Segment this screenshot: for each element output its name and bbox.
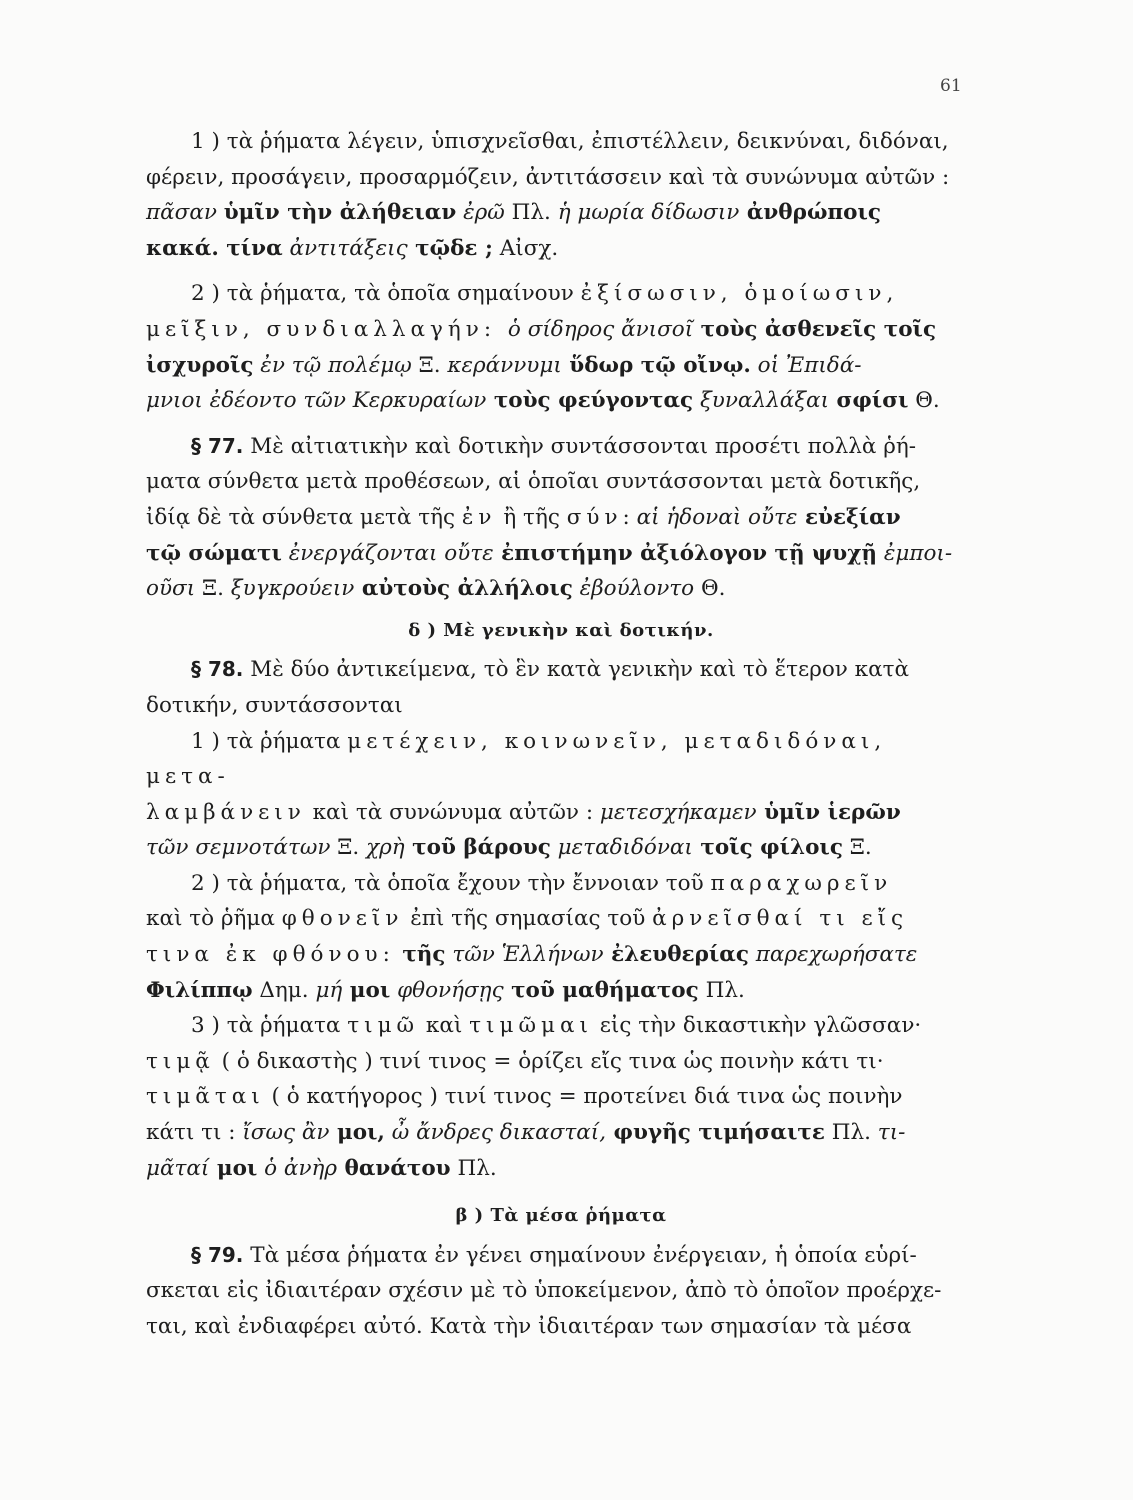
text: τιμᾶται	[146, 1084, 265, 1110]
text: ξυναλλάξαι	[693, 388, 830, 414]
text: Θ.	[908, 388, 940, 414]
text: ἐπὶ τῆς σημασίας τοῦ	[403, 906, 653, 932]
text: ἐν τῷ πολέμῳ	[253, 352, 412, 378]
text: οἱ Ἐπιδά-	[750, 352, 862, 378]
text: ἐβούλοντο	[572, 576, 695, 602]
paragraph-line	[146, 1273, 976, 1309]
text: ξυγκρούειν	[230, 576, 355, 602]
section-number: § 78.	[191, 657, 244, 682]
paragraph-line	[146, 724, 976, 795]
text: αὐτοὺς ἀλλήλοις	[354, 576, 573, 602]
text: Ξ.	[842, 835, 872, 861]
text: 2 ) τὰ ῥήματα, τὰ ὁποῖα ἔχουν τὴν ἔννοιαν τοῦ	[191, 870, 711, 896]
text: τοῦ μαθήματος	[503, 977, 699, 1003]
text: ἀρνεῖσθαί τι εἴς	[652, 906, 909, 932]
page-number: 61	[940, 76, 962, 96]
text: μεῖξιν, συνδιαλλαγήν:	[146, 316, 508, 342]
paragraph-line	[146, 1151, 976, 1187]
paragraph-line	[146, 830, 976, 866]
body-text	[146, 124, 976, 1345]
text: Ξ.	[330, 835, 367, 861]
text: 3 ) τὰ ῥήματα	[191, 1013, 348, 1039]
text: κάτι τι :	[146, 1120, 243, 1146]
text: 2 ) τὰ ῥήματα, τὰ ὁποῖα σημαίνουν	[191, 281, 581, 307]
text: σκεται εἰς ἰδιαιτέραν σχέσιν μὲ τὸ ὑποκείμενον, ἀπὸ τὸ ὁποῖον προέρχε-	[146, 1278, 942, 1304]
text: Ξ.	[195, 576, 231, 602]
paragraph-line	[146, 688, 976, 724]
text: τιμῶμαι	[469, 1013, 593, 1039]
text: τῷδε ;	[407, 235, 493, 261]
text: φέρειν, προσάγειν, προσαρμόζειν, ἀντιτάσσειν καὶ τὰ συνώνυμα αὐτῶν :	[146, 164, 950, 190]
text: ἀνθρώποις	[739, 200, 881, 226]
paragraph-line	[146, 536, 976, 572]
text: ἐξίσωσιν, ὁμοίωσιν,	[580, 281, 899, 307]
text: παρεχωρήσατε	[748, 942, 918, 968]
text: τοῖς φίλοις	[692, 835, 843, 861]
text: Θ.	[694, 576, 726, 602]
text: μή	[315, 977, 343, 1003]
text: :	[622, 504, 637, 530]
text: ( ὁ κατήγορος ) τινί τινος = προτείνει διά τινα ὡς ποινὴν	[264, 1084, 903, 1110]
paragraph-line	[146, 124, 976, 160]
text: ἰδίᾳ δὲ τὰ σύνθετα μετὰ τῆς	[146, 504, 462, 530]
text: Μὲ δύο ἀντικείμενα, τὸ ἓν κατὰ γενικὴν καὶ τὸ ἕτερον κατὰ	[243, 657, 910, 683]
text: τοῦ βάρους	[404, 835, 551, 861]
paragraph-line	[146, 312, 976, 348]
text: Μὲ αἰτιατικὴν καὶ δοτικὴν συντάσσονται προσέτι πολλὰ ῥή-	[243, 433, 917, 459]
text: Τὰ μέσα ῥήματα ἐν γένει σημαίνουν ἐνέργειαν, ἡ ὁποία εὑρί-	[243, 1242, 917, 1268]
text: ἢ τῆς	[496, 504, 567, 530]
text: σύν	[566, 504, 623, 530]
text: μνιοι ἐδέοντο τῶν Κερκυραίων	[146, 388, 487, 414]
text: φθονεῖν	[281, 906, 404, 932]
text: 1 ) τὰ ῥήματα	[191, 728, 348, 754]
text: μᾶταί	[146, 1155, 210, 1181]
text: ἰσχυροῖς	[146, 352, 254, 378]
paragraph-line	[146, 571, 976, 607]
text: εὐεξίαν	[797, 504, 901, 530]
text: τοὺς φεύγοντας	[486, 388, 694, 414]
paragraph-line	[146, 500, 976, 536]
text: τιμᾷ	[146, 1048, 215, 1074]
text: Πλ.	[504, 200, 558, 226]
section-number: § 79.	[191, 1242, 244, 1267]
text: μετέχειν, κοινωνεῖν, μεταδιδόναι, μετα-	[146, 728, 887, 790]
paragraph-line	[146, 1079, 976, 1115]
section-heading: δ ) Μὲ γενικὴν καὶ δοτικήν.	[408, 619, 714, 641]
text: αἱ ἡδοναὶ οὔτε	[636, 504, 798, 530]
paragraph-line	[146, 973, 976, 1009]
text: ἴσως ἂν	[242, 1120, 330, 1146]
text: ( ὁ δικαστὴς ) τινί τινος = ὁρίζει εἴς τινα ὡς ποινὴν κάτι τι·	[214, 1048, 884, 1074]
text: Φιλίππῳ	[146, 977, 253, 1003]
paragraph-line	[146, 937, 976, 973]
text: ἐπιστήμην ἀξιόλογον τῇ ψυχῇ	[493, 540, 877, 566]
paragraph-line	[146, 1309, 976, 1345]
text: ται, καὶ ἐνδιαφέρει αὐτό. Κατὰ τὴν ἰδιαιτέραν των σημασίαν τὰ μέσα	[146, 1314, 912, 1339]
paragraph-line	[146, 195, 976, 231]
text: χρὴ	[366, 835, 405, 861]
text: θανάτου	[337, 1155, 451, 1181]
text: ἐμποι-	[877, 540, 953, 566]
text: καὶ τὸ ῥῆμα	[146, 906, 282, 932]
text: Πλ.	[824, 1120, 878, 1146]
text: τῷ σώματι	[146, 540, 282, 566]
text: Πλ.	[450, 1155, 497, 1181]
text: τιμῶ	[347, 1013, 420, 1039]
text: μετεσχήκαμεν	[599, 799, 757, 825]
text: κακά. τίνα	[146, 235, 283, 261]
paragraph-line	[146, 795, 976, 831]
text: ὁ σίδηρος ἄνισοῖ	[507, 316, 694, 342]
paragraph-line	[146, 1238, 976, 1274]
paragraph-line	[146, 1044, 976, 1080]
section-heading: β ) Τὰ μέσα ῥήματα	[455, 1205, 667, 1227]
text: φυγῆς τιμήσαιτε	[606, 1120, 825, 1146]
text: μοι,	[329, 1120, 385, 1146]
text: τῆς	[394, 942, 446, 968]
text: 1 ) τὰ ῥήματα λέγειν, ὑπισχνεῖσθαι, ἐπιστέλλειν, δεικνύναι, διδόναι,	[191, 129, 949, 154]
paragraph-line	[146, 464, 976, 500]
paragraph-line	[146, 348, 976, 384]
paragraph-line	[146, 231, 976, 267]
text: ὦ ἄνδρες δικασταί,	[384, 1120, 607, 1146]
text: λαμβάνειν	[146, 799, 306, 825]
text: τινα ἐκ φθόνου:	[146, 942, 395, 968]
text: εἰς τὴν δικαστικὴν γλῶσσαν·	[592, 1013, 922, 1039]
section-number: § 77.	[191, 433, 244, 458]
text: παραχωρεῖν	[710, 870, 893, 896]
text: ἐν	[461, 504, 497, 530]
text: ἐλευθερίας	[603, 942, 749, 968]
text: Πλ.	[698, 977, 745, 1003]
paragraph-line	[146, 429, 976, 465]
text: ὁ ἀνὴρ	[257, 1155, 338, 1181]
text: ἐνεργάζονται οὔτε	[281, 540, 494, 566]
text: πᾶσαν	[146, 200, 224, 226]
text: ἡ μωρία δίδωσιν	[557, 200, 740, 226]
text: φθονήσῃς	[390, 977, 504, 1003]
text: ματα σύνθετα μετὰ προθέσεων, αἱ ὁποῖαι συντάσσονται μετὰ δοτικῆς,	[146, 469, 921, 495]
text: ἀντιτάξεις	[282, 235, 408, 261]
paragraph-line	[146, 383, 976, 419]
text: δοτικήν, συντάσσονται	[146, 692, 403, 718]
text: ὕδωρ τῷ οἴνῳ.	[561, 352, 751, 378]
text: ἐρῶ	[456, 200, 505, 226]
text: ὑμῖν τὴν ἀλήθειαν	[223, 200, 457, 226]
text: ὑμῖν ἱερῶν	[756, 799, 901, 825]
text: μοι	[342, 977, 391, 1003]
text: οῦσι	[146, 576, 196, 602]
paragraph-line	[146, 901, 976, 937]
text: καὶ τὰ συνώνυμα αὐτῶν :	[305, 799, 600, 825]
paragraph-line	[146, 1115, 976, 1151]
paragraph-line	[146, 652, 976, 688]
text: τι-	[877, 1120, 906, 1146]
text: Αἰσχ.	[492, 235, 559, 261]
text: κεράννυμι	[447, 352, 562, 378]
text: τῶν Ἑλλήνων	[445, 942, 604, 968]
paragraph-line	[146, 160, 976, 196]
paragraph-line	[146, 276, 976, 312]
text: Δημ.	[252, 977, 316, 1003]
text: τοὺς ἀσθενεῖς τοῖς	[693, 316, 937, 342]
paragraph-line	[146, 1008, 976, 1044]
text: καὶ	[419, 1013, 470, 1039]
text: σφίσι	[829, 388, 909, 414]
text: μοι	[209, 1155, 258, 1181]
text: τῶν σεμνοτάτων	[146, 835, 331, 861]
text: Ξ.	[411, 352, 448, 378]
paragraph-line	[146, 866, 976, 902]
text: μεταδιδόναι	[550, 835, 693, 861]
